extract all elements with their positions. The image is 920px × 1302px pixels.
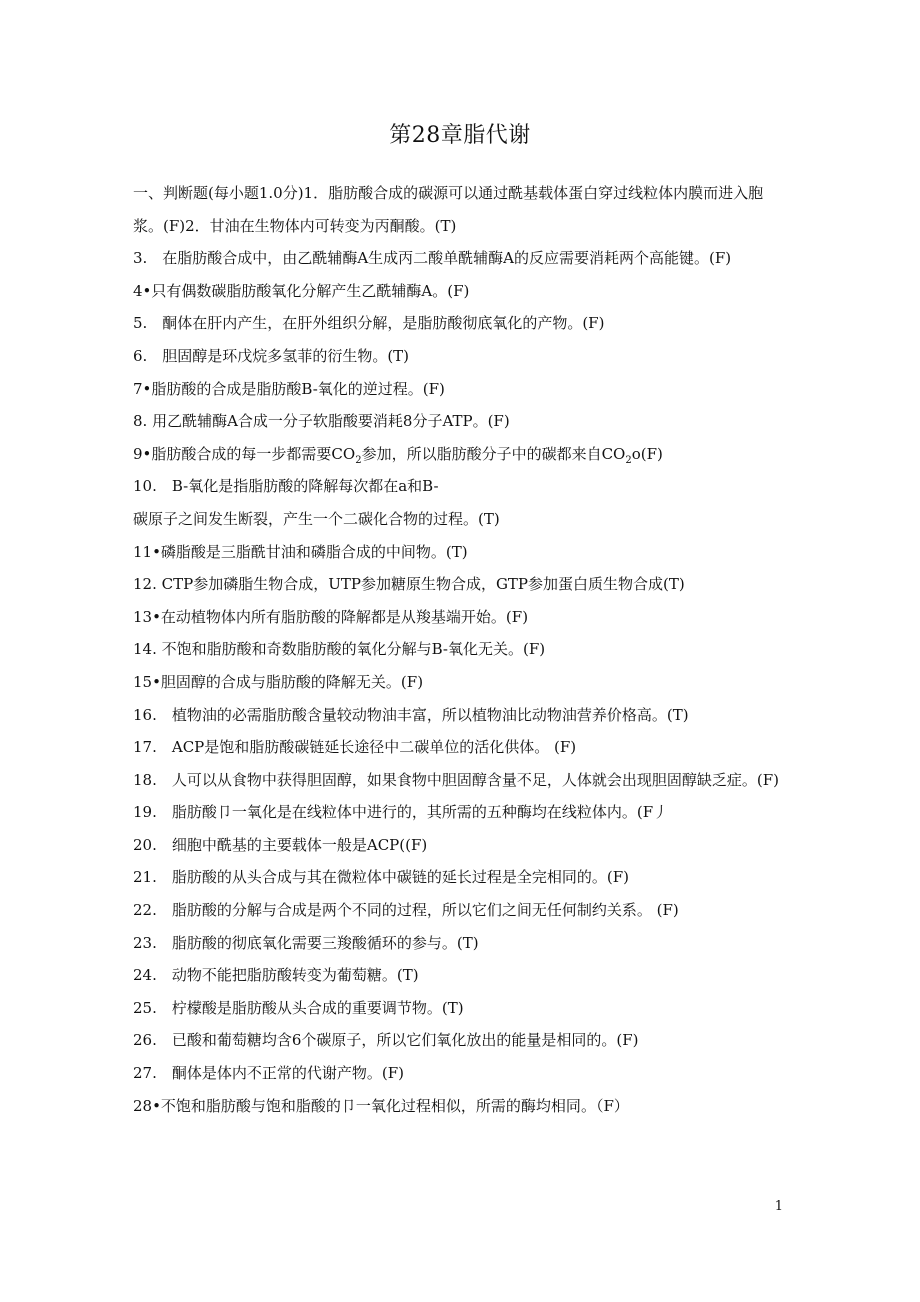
question-item: 18. 人可以从食物中获得胆固醇，如果食物中胆固醇含量不足，人体就会出现胆固醇缺乏症。(F) <box>133 770 779 789</box>
question-item: 22. 脂肪酸的分解与合成是两个不同的过程，所以它们之间无任何制约关系。 (F) <box>133 901 679 920</box>
question-item: 20. 细胞中酰基的主要载体一般是ACP((F) <box>133 835 428 854</box>
question-item: 16. 植物油的必需脂肪酸含量较动物油丰富，所以植物油比动物油营养价格高。(T) <box>133 705 689 724</box>
question-item: 3. 在脂肪酸合成中，由乙酰辅酶A生成丙二酸单酰辅酶A的反应需要消耗两个高能键。(F) <box>133 249 732 268</box>
page-title: 第28章脂代谢 <box>389 123 531 148</box>
question-item: 7•脂肪酸的合成是脂肪酸B-氧化的逆过程。(F) <box>133 379 445 398</box>
question-item: 17. ACP是饱和脂肪酸碳链延长途径中二碳单位的活化供体。 (F) <box>133 738 577 757</box>
question-item: 25. 柠檬酸是脂肪酸从头合成的重要调节物。(T) <box>133 998 464 1017</box>
question-item: 一、判断题(每小题1.0分)1．脂肪酸合成的碳源可以通过酰基载体蛋白穿过线粒体内膜而进入胞浆。(F)2．甘油在生物体内可转变为丙酮酸。(T) <box>133 184 764 235</box>
question-item: 28•不饱和脂肪酸与饱和脂酸的卩一氧化过程相似，所需的酶均相同。（F） <box>133 1096 629 1115</box>
question-item: 4•只有偶数碳脂肪酸氧化分解产生乙酰辅酶A。(F) <box>133 281 470 300</box>
question-item: 6. 胆固醇是环戊烷多氢菲的衍生物。(T) <box>133 346 410 365</box>
question-item: 27. 酮体是体内不正常的代谢产物。(F) <box>133 1064 404 1083</box>
question-list <box>133 177 783 1122</box>
question-item: 12. CTP参加磷脂生物合成，UTP参加糖原生物合成，GTP参加蛋白质生物合成(T) <box>133 575 685 594</box>
question-item: 5. 酮体在肝内产生，在肝外组织分解，是脂肪酸彻底氧化的产物。(F) <box>133 314 605 333</box>
question-item: 10. B-氧化是指脂肪酸的降解每次都在a和B- <box>133 477 439 496</box>
question-item: 19. 脂肪酸卩一氧化是在线粒体中进行的，其所需的五种酶均在线粒体内。(F丿 <box>133 803 669 822</box>
question-item: 24. 动物不能把脂肪酸转变为葡萄糖。(T) <box>133 966 419 985</box>
question-item: 9•脂肪酸合成的每一步都需要$CO_2$参加，所以脂肪酸分子中的碳都来自$CO_2o(F)$ <box>133 444 663 466</box>
question-item: 13•在动植物体内所有脂肪酸的降解都是从羧基端开始。(F) <box>133 607 529 626</box>
question-item: 26. 已酸和葡萄糖均含6个碳原子，所以它们氧化放出的能量是相同的。(F) <box>133 1031 639 1050</box>
question-item: 23. 脂肪酸的彻底氧化需要三羧酸循环的参与。(T) <box>133 933 479 952</box>
question-item: 碳原子之间发生断裂，产生一个二碳化合物的过程。(T) <box>133 509 500 528</box>
question-item: 11•磷脂酸是三脂酰甘油和磷脂合成的中间物。(T) <box>133 542 468 561</box>
page-number: 1 <box>774 1199 783 1214</box>
question-item: 15•胆固醇的合成与脂肪酸的降解无关。(F) <box>133 672 424 691</box>
question-item: 21. 脂肪酸的从头合成与其在微粒体中碳链的延长过程是全完相同的。(F) <box>133 868 629 887</box>
question-item: 8. 用乙酰辅酶A合成一分子软脂酸要消耗8分子ATP。(F) <box>133 412 510 431</box>
question-item: 14. 不饱和脂肪酸和奇数脂肪酸的氧化分解与B-氧化无关。(F) <box>133 640 546 659</box>
